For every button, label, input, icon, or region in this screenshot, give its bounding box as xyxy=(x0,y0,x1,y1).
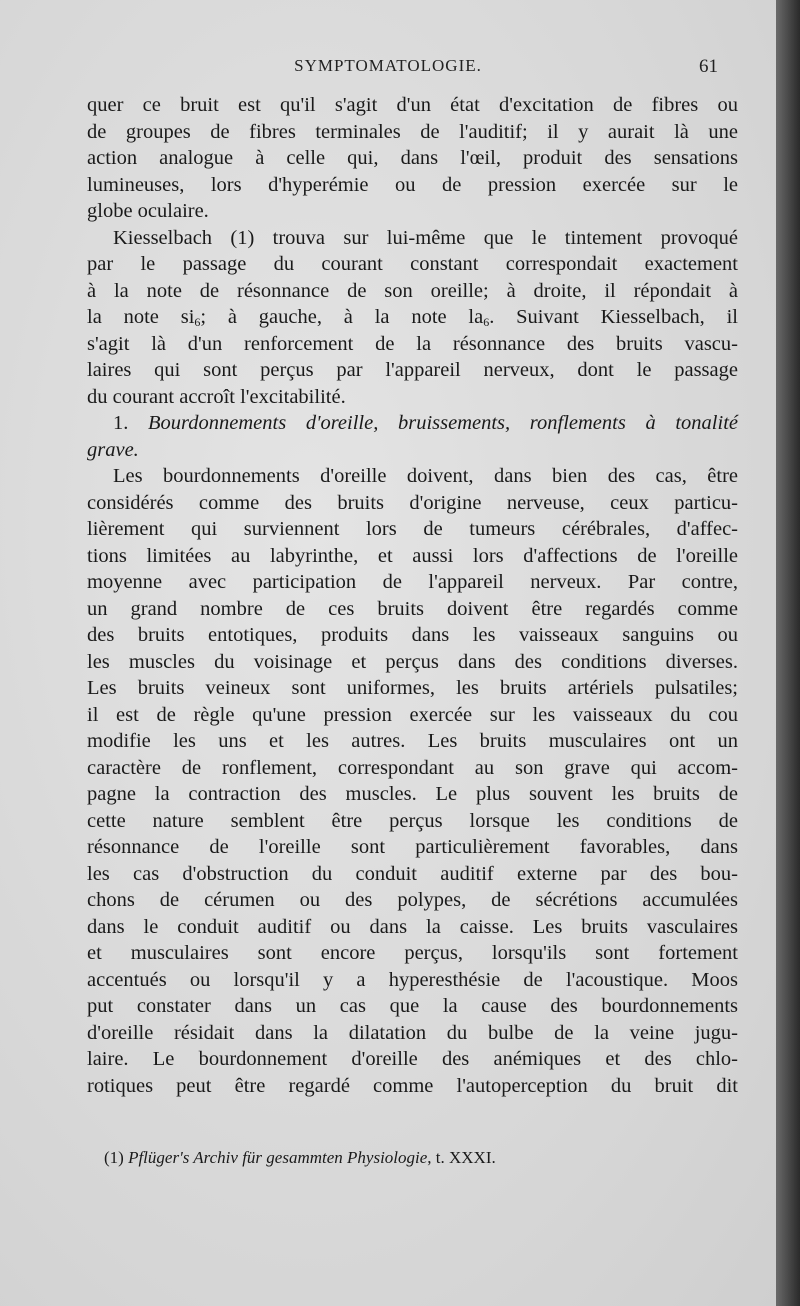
text-line: lumineuses, lors d'hyperémie ou de pression exercée sur le xyxy=(87,173,738,196)
text-line: et musculaires sont encore perçus, lorsqu'ils sont fortement xyxy=(87,942,738,964)
main-text xyxy=(87,92,738,1099)
text-line: rotiques peut être regardé comme l'autoperception du bruit dit xyxy=(87,1074,738,1097)
section-title-cont: grave. xyxy=(87,438,139,461)
note-subscript: 6 xyxy=(483,315,490,329)
text-line: par le passage du courant constant correspondait exactement xyxy=(87,253,738,275)
text-line: laire. Le bourdonnement d'oreille des anémiques et des chlo- xyxy=(87,1048,738,1070)
text-line: résonnance de l'oreille sont particulièrement favorables, dans xyxy=(87,836,738,858)
text-line: d'oreille résidait dans la dilatation du bulbe de la veine jugu- xyxy=(87,1021,738,1044)
text-line: considérés comme des bruits d'origine nerveuse, ceux particu- xyxy=(87,491,738,514)
section-heading xyxy=(87,410,738,437)
section-number: 1. xyxy=(113,412,129,434)
text-line: des bruits entotiques, produits dans les vaisseaux sanguins ou xyxy=(87,624,738,646)
section-title: Bourdonnements d'oreille, bruissements, ronflements à tonalité xyxy=(148,412,738,434)
footnote-marker: (1) xyxy=(104,1148,124,1167)
text-line: globe oculaire. xyxy=(87,200,209,222)
text-line: cette nature semblent être perçus lorsque les conditions de xyxy=(87,809,738,832)
text-line: de groupes de fibres terminales de l'auditif; il y aurait là une xyxy=(87,120,738,143)
text-line: Les bruits veineux sont uniformes, les bruits artériels pulsatiles; xyxy=(87,677,738,699)
text-line: pagne la contraction des muscles. Le plus souvent les bruits de xyxy=(87,783,738,805)
text-line: moyenne avec participation de l'appareil nerveux. Par contre, xyxy=(87,571,738,593)
page-number: 61 xyxy=(699,56,718,77)
note-subscript: 6 xyxy=(194,315,201,329)
note-text-a: la note si xyxy=(87,306,195,328)
text-line: les cas d'obstruction du conduit auditif externe par des bou- xyxy=(87,862,738,885)
text-line: tions limitées au labyrinthe, et aussi lors d'affections de l'oreille xyxy=(87,544,738,567)
text-line: il est de règle qu'une pression exercée sur les vaisseaux du cou xyxy=(87,703,738,726)
text-line: modifie les uns et les autres. Les bruits musculaires ont un xyxy=(87,730,738,752)
text-line-notes xyxy=(87,304,738,331)
text-line: put constater dans un cas que la cause des bourdonnements xyxy=(87,995,738,1017)
text-line: dans le conduit auditif ou dans la caisse. Les bruits vasculaires xyxy=(87,915,738,938)
note-text-b: ; à gauche, à la note la xyxy=(200,306,484,328)
running-title: SYMPTOMATOLOGIE. xyxy=(294,56,482,75)
text-line: caractère de ronflement, correspondant au son grave qui accom- xyxy=(87,756,738,779)
text-line: à la note de résonnance de son oreille; à droite, il répondait à xyxy=(87,279,738,302)
text-line: chons de cérumen ou des polypes, de sécrétions accumulées xyxy=(87,889,738,911)
text-line: s'agit là d'un renforcement de la résonnance des bruits vascu- xyxy=(87,332,738,355)
running-head xyxy=(0,56,776,80)
text-line: lièrement qui surviennent lors de tumeurs cérébrales, d'affec- xyxy=(87,518,738,540)
page-edge-shadow xyxy=(776,0,800,1306)
text-line: accentués ou lorsqu'il y a hyperesthésie de l'acoustique. Moos xyxy=(87,968,738,991)
text-line: du courant accroît l'excitabilité. xyxy=(87,385,346,408)
text-line: un grand nombre de ces bruits doivent être regardés comme xyxy=(87,597,738,620)
text-line: Les bourdonnements d'oreille doivent, dans bien des cas, être xyxy=(113,465,738,487)
text-line: action analogue à celle qui, dans l'œil, produit des sensations xyxy=(87,147,738,169)
footnote-title: Pflüger's Archiv für gesammten Physiologie xyxy=(128,1148,428,1167)
text-line: laires qui sont perçus par l'appareil nerveux, dont le passage xyxy=(87,359,738,381)
text-line: quer ce bruit est qu'il s'agit d'un état d'excitation de fibres ou xyxy=(87,94,738,116)
text-line: les muscles du voisinage et perçus dans des conditions diverses. xyxy=(87,650,738,673)
footnote-rest: , t. XXXI. xyxy=(427,1148,496,1167)
footnote xyxy=(104,1148,496,1168)
text-line: Kiesselbach (1) trouva sur lui-même que le tintement provoqué xyxy=(113,226,738,249)
note-text-c: . Suivant Kiesselbach, il xyxy=(489,306,738,328)
